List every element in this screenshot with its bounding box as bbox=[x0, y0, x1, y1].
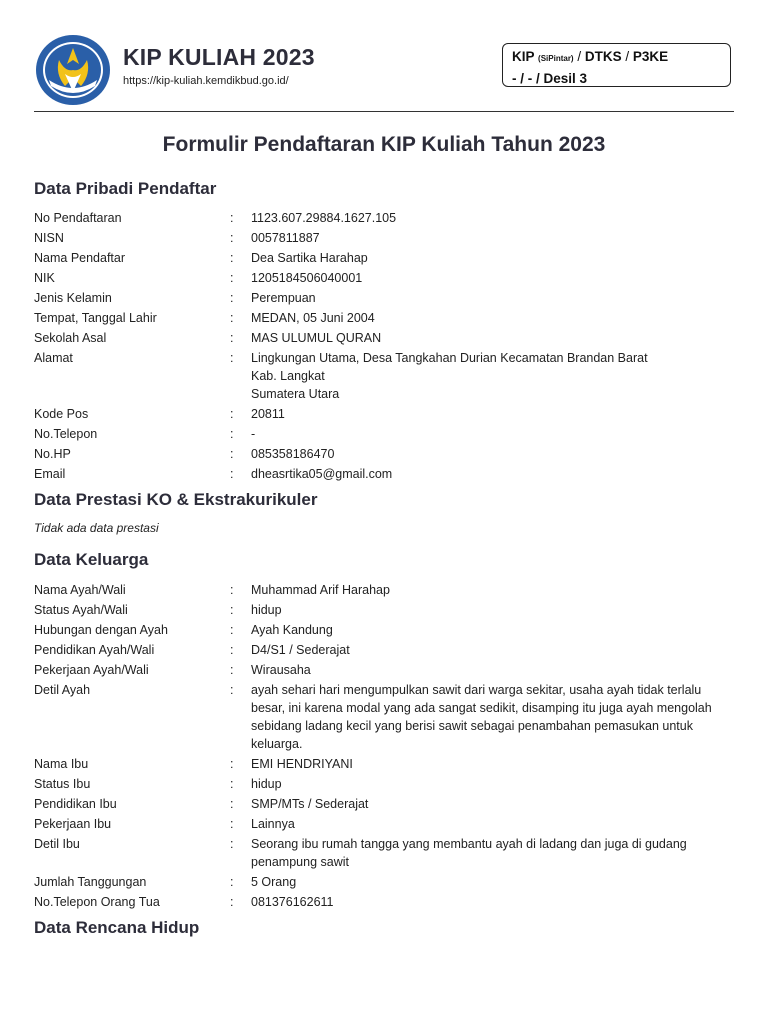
field-colon: : bbox=[230, 817, 234, 831]
field-label: Nama Pendaftar bbox=[34, 251, 126, 265]
field-label: Pekerjaan Ayah/Wali bbox=[34, 663, 149, 677]
field-colon: : bbox=[230, 683, 234, 697]
field-value-line: 081376162611 bbox=[251, 895, 334, 909]
field-value-line: Perempuan bbox=[251, 291, 316, 305]
field-row bbox=[34, 209, 734, 227]
field-value-line: Wirausaha bbox=[251, 663, 311, 677]
field-colon: : bbox=[230, 583, 234, 597]
field-row bbox=[34, 621, 734, 639]
field-row bbox=[34, 661, 734, 679]
field-value bbox=[251, 269, 721, 287]
field-colon: : bbox=[230, 251, 234, 265]
field-colon: : bbox=[230, 271, 234, 285]
field-row bbox=[34, 795, 734, 813]
field-row bbox=[34, 309, 734, 327]
field-row bbox=[34, 425, 734, 443]
field-row bbox=[34, 269, 734, 287]
field-label: NISN bbox=[34, 231, 64, 245]
field-value bbox=[251, 309, 721, 327]
field-value bbox=[251, 425, 721, 443]
field-row bbox=[34, 681, 734, 753]
status-kip: KIP bbox=[512, 49, 535, 64]
field-row bbox=[34, 249, 734, 267]
field-value-line: penampung sawit bbox=[251, 855, 349, 869]
field-label: Detil Ayah bbox=[34, 683, 91, 697]
status-line-1 bbox=[512, 47, 730, 69]
pribadi-table bbox=[34, 209, 734, 485]
field-value-line: 085358186470 bbox=[251, 447, 335, 461]
field-colon: : bbox=[230, 467, 234, 481]
field-label: Nama Ibu bbox=[34, 757, 89, 771]
field-value-line: Ayah Kandung bbox=[251, 623, 333, 637]
field-value bbox=[251, 445, 721, 463]
field-label: Tempat, Tanggal Lahir bbox=[34, 311, 157, 325]
field-row bbox=[34, 755, 734, 773]
field-value-line: Seorang ibu rumah tangga yang membantu ayah di ladang dan juga di gudang bbox=[251, 837, 687, 851]
field-value-line: hidup bbox=[251, 603, 282, 617]
field-value bbox=[251, 405, 721, 423]
field-value bbox=[251, 465, 721, 483]
field-row bbox=[34, 445, 734, 463]
field-value-line: - bbox=[251, 427, 256, 441]
field-value-line: 20811 bbox=[251, 407, 285, 421]
field-value-line: SMP/MTs / Sederajat bbox=[251, 797, 369, 811]
status-sep-2: / bbox=[621, 49, 633, 64]
field-value bbox=[251, 601, 721, 619]
field-value-line: hidup bbox=[251, 777, 282, 791]
field-value-line: ayah sehari hari mengumpulkan sawit dari warga sekitar, usaha ayah tidak terlalu bbox=[251, 683, 702, 697]
field-colon: : bbox=[230, 211, 234, 225]
field-label: Hubungan dengan Ayah bbox=[34, 623, 168, 637]
prestasi-empty-note: Tidak ada data prestasi bbox=[34, 521, 159, 535]
section-title-keluarga: Data Keluarga bbox=[34, 550, 149, 569]
field-value-line: D4/S1 / Sederajat bbox=[251, 643, 350, 657]
field-value bbox=[251, 641, 721, 659]
field-label: No Pendaftaran bbox=[34, 211, 122, 225]
field-colon: : bbox=[230, 663, 234, 677]
field-value-line: besar, ini karena modal yang ada sangat sedikit, disamping itu juga ayah mengolah bbox=[251, 701, 712, 715]
field-row bbox=[34, 581, 734, 599]
field-row bbox=[34, 289, 734, 307]
header-divider bbox=[34, 111, 734, 112]
field-value-line: Kab. Langkat bbox=[251, 369, 325, 383]
status-p3ke: P3KE bbox=[632, 49, 669, 64]
field-label: Sekolah Asal bbox=[34, 331, 107, 345]
field-value bbox=[251, 289, 721, 307]
field-label: Email bbox=[34, 467, 66, 481]
field-value bbox=[251, 229, 721, 247]
site-url[interactable]: https://kip-kuliah.kemdikbud.go.id/ bbox=[123, 75, 289, 87]
field-value-line: MAS ULUMUL QURAN bbox=[251, 331, 382, 345]
field-value-line: Lainnya bbox=[251, 817, 295, 831]
field-value-line: sebidang ladang kecil yang berisi sawit sebagai penambahan pemasukan untuk bbox=[251, 719, 693, 733]
field-value bbox=[251, 329, 721, 347]
field-label: NIK bbox=[34, 271, 55, 285]
field-row bbox=[34, 405, 734, 423]
field-colon: : bbox=[230, 291, 234, 305]
field-label: Detil Ibu bbox=[34, 837, 80, 851]
field-value bbox=[251, 835, 721, 871]
field-value-line: MEDAN, 05 Juni 2004 bbox=[251, 311, 375, 325]
field-value bbox=[251, 661, 721, 679]
field-label: Jumlah Tanggungan bbox=[34, 875, 147, 889]
field-value-line: dheasrtika05@gmail.com bbox=[251, 467, 393, 481]
field-row bbox=[34, 775, 734, 793]
field-value-line: Lingkungan Utama, Desa Tangkahan Durian Kecamatan Brandan Barat bbox=[251, 351, 648, 365]
field-row bbox=[34, 893, 734, 911]
field-colon: : bbox=[230, 757, 234, 771]
section-title-prestasi: Data Prestasi KO & Ekstrakurikuler bbox=[34, 490, 318, 509]
field-value-line: Sumatera Utara bbox=[251, 387, 340, 401]
field-value bbox=[251, 249, 721, 267]
field-label: No.Telepon bbox=[34, 427, 98, 441]
status-dtks: DTKS bbox=[584, 49, 622, 64]
field-value-line: 1123.607.29884.1627.105 bbox=[251, 211, 397, 225]
app-title: KIP KULIAH 2023 bbox=[123, 44, 315, 70]
field-value bbox=[251, 209, 721, 227]
field-row bbox=[34, 873, 734, 891]
field-value-line: 1205184506040001 bbox=[251, 271, 363, 285]
field-value bbox=[251, 873, 721, 891]
tut-wuri-handayani-logo bbox=[35, 34, 111, 106]
field-label: Pendidikan Ibu bbox=[34, 797, 117, 811]
status-desil: Desil 3 bbox=[543, 71, 588, 86]
field-label: Alamat bbox=[34, 351, 73, 365]
field-colon: : bbox=[230, 623, 234, 637]
field-value bbox=[251, 349, 721, 403]
field-row bbox=[34, 329, 734, 347]
field-value-line: keluarga. bbox=[251, 737, 303, 751]
field-label: Pendidikan Ayah/Wali bbox=[34, 643, 155, 657]
field-colon: : bbox=[230, 407, 234, 421]
keluarga-table bbox=[34, 581, 734, 913]
field-row bbox=[34, 601, 734, 619]
section-title-rencana: Data Rencana Hidup bbox=[34, 918, 200, 937]
field-label: Nama Ayah/Wali bbox=[34, 583, 126, 597]
field-value bbox=[251, 755, 721, 773]
field-value-line: Muhammad Arif Harahap bbox=[251, 583, 390, 597]
field-value bbox=[251, 581, 721, 599]
field-row bbox=[34, 641, 734, 659]
status-dashes: - / - / bbox=[512, 71, 544, 86]
field-label: No.HP bbox=[34, 447, 71, 461]
field-value bbox=[251, 815, 721, 833]
field-value-line: Dea Sartika Harahap bbox=[251, 251, 368, 265]
section-title-pribadi: Data Pribadi Pendaftar bbox=[34, 179, 217, 198]
field-colon: : bbox=[230, 231, 234, 245]
field-colon: : bbox=[230, 311, 234, 325]
field-label: Status Ibu bbox=[34, 777, 91, 791]
field-value bbox=[251, 681, 721, 753]
field-value-line: EMI HENDRIYANI bbox=[251, 757, 353, 771]
field-colon: : bbox=[230, 603, 234, 617]
field-colon: : bbox=[230, 447, 234, 461]
field-value-line: 5 Orang bbox=[251, 875, 297, 889]
page-header bbox=[0, 0, 768, 112]
field-colon: : bbox=[230, 777, 234, 791]
field-colon: : bbox=[230, 875, 234, 889]
field-colon: : bbox=[230, 351, 234, 365]
field-colon: : bbox=[230, 331, 234, 345]
field-colon: : bbox=[230, 427, 234, 441]
form-title: Formulir Pendaftaran KIP Kuliah Tahun 2023 bbox=[162, 133, 606, 156]
field-label: No.Telepon Orang Tua bbox=[34, 895, 160, 909]
field-row bbox=[34, 815, 734, 833]
field-colon: : bbox=[230, 643, 234, 657]
field-label: Jenis Kelamin bbox=[34, 291, 112, 305]
status-box bbox=[502, 43, 731, 87]
field-value bbox=[251, 795, 721, 813]
field-row bbox=[34, 229, 734, 247]
field-colon: : bbox=[230, 797, 234, 811]
field-label: Status Ayah/Wali bbox=[34, 603, 128, 617]
status-sipintar: (SiPintar) bbox=[538, 54, 574, 63]
field-row bbox=[34, 349, 734, 403]
field-label: Kode Pos bbox=[34, 407, 89, 421]
field-colon: : bbox=[230, 837, 234, 851]
field-label: Pekerjaan Ibu bbox=[34, 817, 112, 831]
field-row bbox=[34, 835, 734, 871]
field-row bbox=[34, 465, 734, 483]
status-sep-1: / bbox=[573, 49, 585, 64]
field-value bbox=[251, 621, 721, 639]
field-value bbox=[251, 775, 721, 793]
field-value bbox=[251, 893, 721, 911]
field-value-line: 0057811887 bbox=[251, 231, 320, 245]
status-line-2 bbox=[512, 69, 730, 89]
field-colon: : bbox=[230, 895, 234, 909]
